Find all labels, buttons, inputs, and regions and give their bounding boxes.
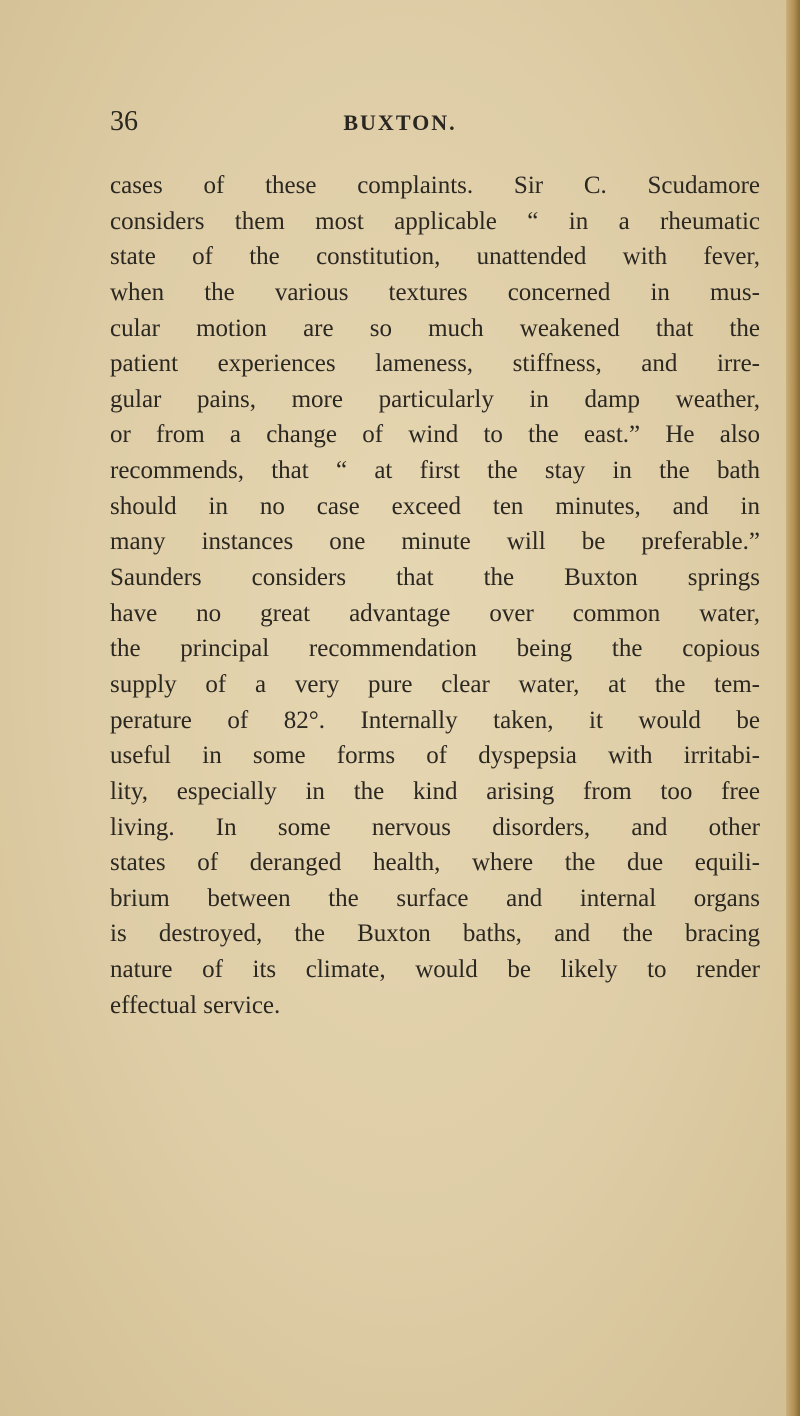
page-header: [0, 96, 800, 146]
text-line: patient experiences lameness, stiffness, and irre-: [110, 350, 760, 378]
text-line: living. In some nervous disorders, and other: [110, 813, 760, 841]
text-line: lity, especially in the kind arising from too free: [110, 777, 760, 805]
text-line: Saunders considers that the Buxton springs: [110, 564, 760, 592]
text-line: gular pains, more particularly in damp weather,: [110, 385, 760, 413]
text-line: states of deranged health, where the due equili-: [110, 849, 760, 877]
text-line: cular motion are so much weakened that the: [110, 314, 760, 342]
text-line: effectual service.: [110, 991, 281, 1019]
body-text: [110, 168, 760, 1023]
running-head: BUXTON.: [343, 110, 457, 135]
text-line: nature of its climate, would be likely to render: [110, 956, 760, 984]
text-line: when the various textures concerned in mus-: [110, 278, 760, 306]
text-line: recommends, that “ at first the stay in the bath: [110, 457, 760, 485]
text-line: many instances one minute will be preferable.”: [110, 528, 760, 556]
text-line: is destroyed, the Buxton baths, and the bracing: [110, 920, 760, 948]
page-number: 36: [110, 106, 138, 137]
text-line: or from a change of wind to the east.” He also: [110, 421, 760, 449]
text-line: should in no case exceed ten minutes, and in: [110, 492, 760, 520]
text-line: the principal recommendation being the copious: [110, 635, 760, 663]
text-line: cases of these complaints. Sir C. Scudamore: [110, 172, 760, 199]
text-line: brium between the surface and internal organs: [110, 884, 760, 912]
text-line: perature of 82°. Internally taken, it would be: [110, 706, 760, 734]
text-line: useful in some forms of dyspepsia with irritabi-: [110, 742, 760, 770]
text-line: state of the constitution, unattended with fever,: [110, 243, 760, 271]
text-line: considers them most applicable “ in a rheumatic: [110, 207, 760, 235]
page-edge-shadow: [786, 0, 800, 1416]
text-line: supply of a very pure clear water, at the tem-: [110, 670, 760, 698]
text-line: have no great advantage over common water,: [110, 599, 760, 627]
